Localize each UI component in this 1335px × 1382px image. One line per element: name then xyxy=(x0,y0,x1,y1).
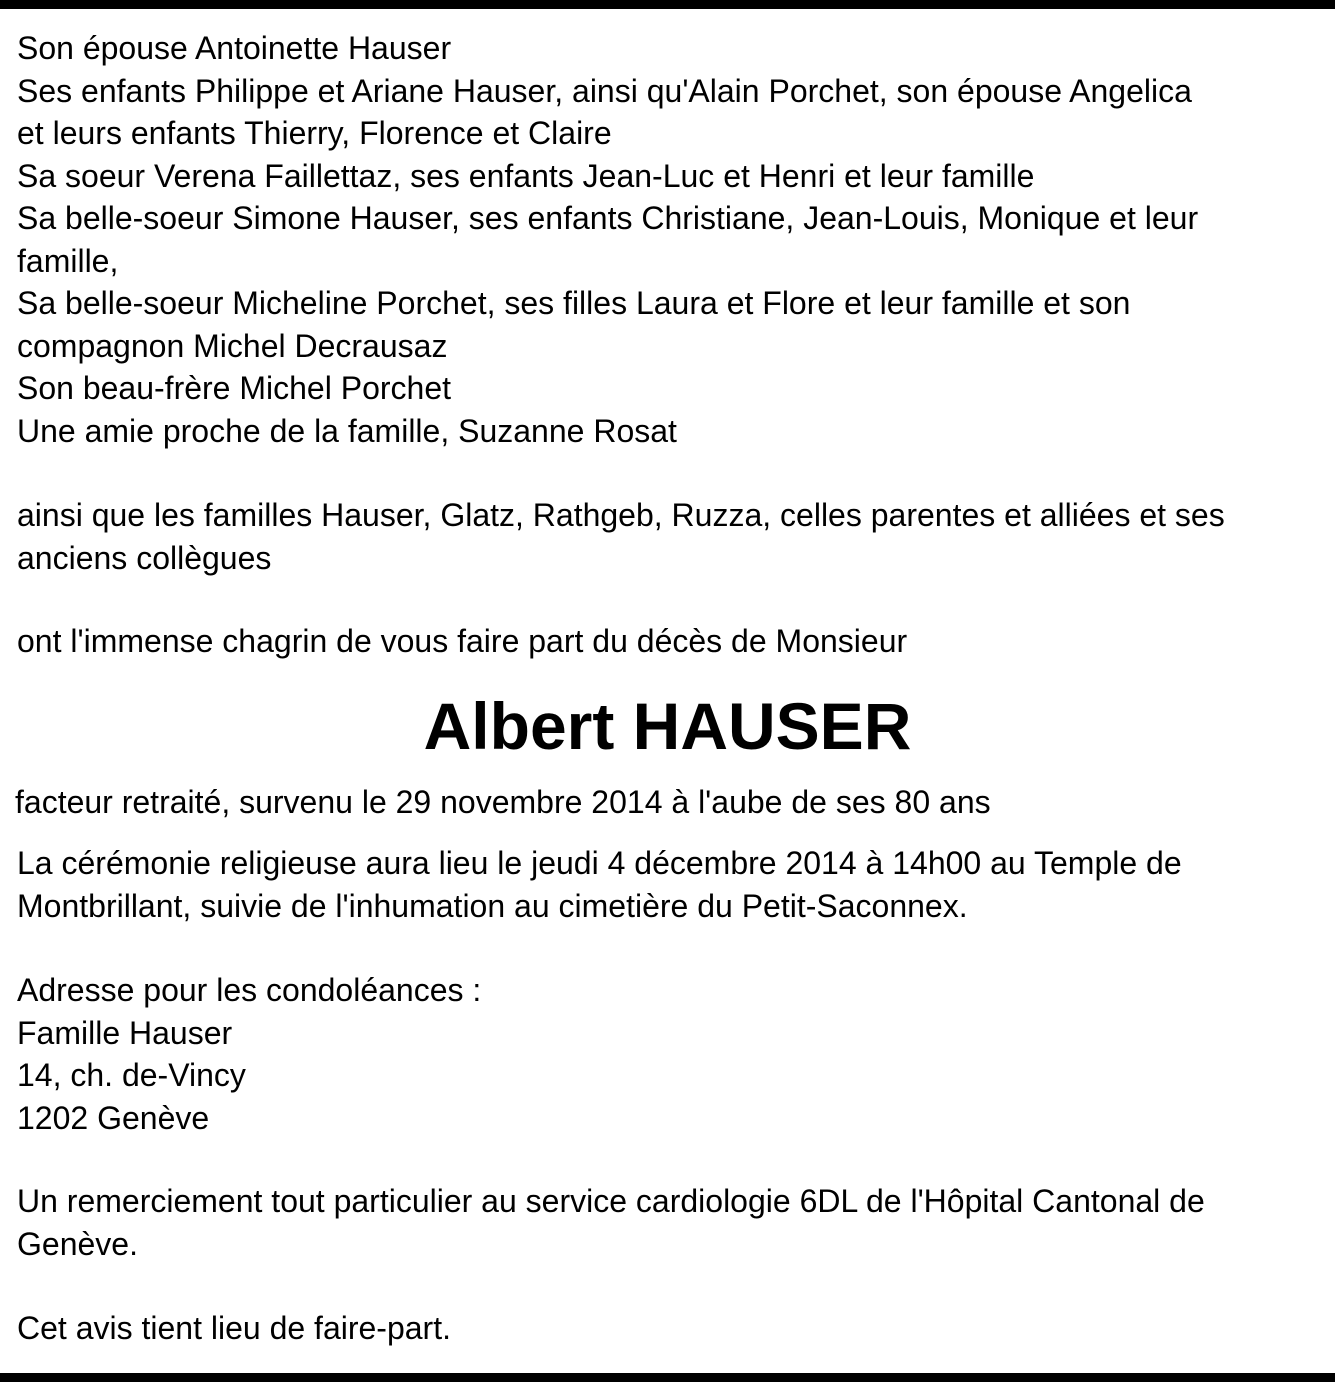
address-line: Famille Hauser xyxy=(17,1014,233,1051)
top-border-rule xyxy=(0,0,1335,9)
description-text: facteur retraité, survenu le 29 novembre 2014 à l'aube de ses 80 ans xyxy=(15,784,991,820)
announcement-text: ont l'immense chagrin de vous faire part du décès de Monsieur xyxy=(17,623,908,659)
address-line: 1202 Genève xyxy=(17,1099,210,1136)
family-line: Sa belle-soeur Micheline Porchet, ses filles Laura et Flore et leur famille et son xyxy=(17,285,1131,321)
thanks-line: Genève. xyxy=(17,1225,138,1262)
families-line: anciens collègues xyxy=(17,539,272,576)
family-list xyxy=(17,27,1322,452)
ceremony-paragraph xyxy=(17,842,1322,927)
closing-line xyxy=(17,1307,1322,1350)
deceased-name: Albert HAUSER xyxy=(423,689,912,763)
address-line: 14, ch. de-Vincy xyxy=(17,1057,246,1093)
family-line: Son épouse Antoinette Hauser xyxy=(17,30,452,66)
ceremony-line: La cérémonie religieuse aura lieu le jeudi 4 décembre 2014 à 14h00 au Temple de xyxy=(17,845,1182,881)
closing-text: Cet avis tient lieu de faire-part. xyxy=(17,1310,451,1346)
family-line: Son beau-frère Michel Porchet xyxy=(17,370,451,406)
thanks-line: Un remerciement tout particulier au service cardiologie 6DL de l'Hôpital Cantonal de xyxy=(17,1183,1205,1219)
family-line: Sa belle-soeur Simone Hauser, ses enfants Christiane, Jean-Louis, Monique et leur xyxy=(17,200,1199,236)
families-line: ainsi que les familles Hauser, Glatz, Rathgeb, Ruzza, celles parentes et alliées et ses xyxy=(17,497,1225,533)
condolence-address xyxy=(17,969,1322,1139)
announcement-line xyxy=(17,620,1322,663)
thanks-paragraph xyxy=(17,1180,1322,1265)
family-line: famille, xyxy=(17,242,119,279)
families-paragraph xyxy=(17,494,1322,579)
family-line: Une amie proche de la famille, Suzanne Rosat xyxy=(17,412,677,449)
bottom-border-rule xyxy=(0,1373,1335,1382)
family-line: compagnon Michel Decrausaz xyxy=(17,327,448,364)
address-line: Adresse pour les condoléances : xyxy=(17,972,482,1008)
ceremony-line: Montbrillant, suivie de l'inhumation au cimetière du Petit-Saconnex. xyxy=(17,887,968,924)
family-line: et leurs enfants Thierry, Florence et Claire xyxy=(17,115,612,151)
family-line: Ses enfants Philippe et Ariane Hauser, ainsi qu'Alain Porchet, son épouse Angelica xyxy=(17,72,1192,109)
family-line: Sa soeur Verena Faillettaz, ses enfants Jean-Luc et Henri et leur famille xyxy=(17,157,1035,194)
deceased-description xyxy=(15,781,1320,824)
